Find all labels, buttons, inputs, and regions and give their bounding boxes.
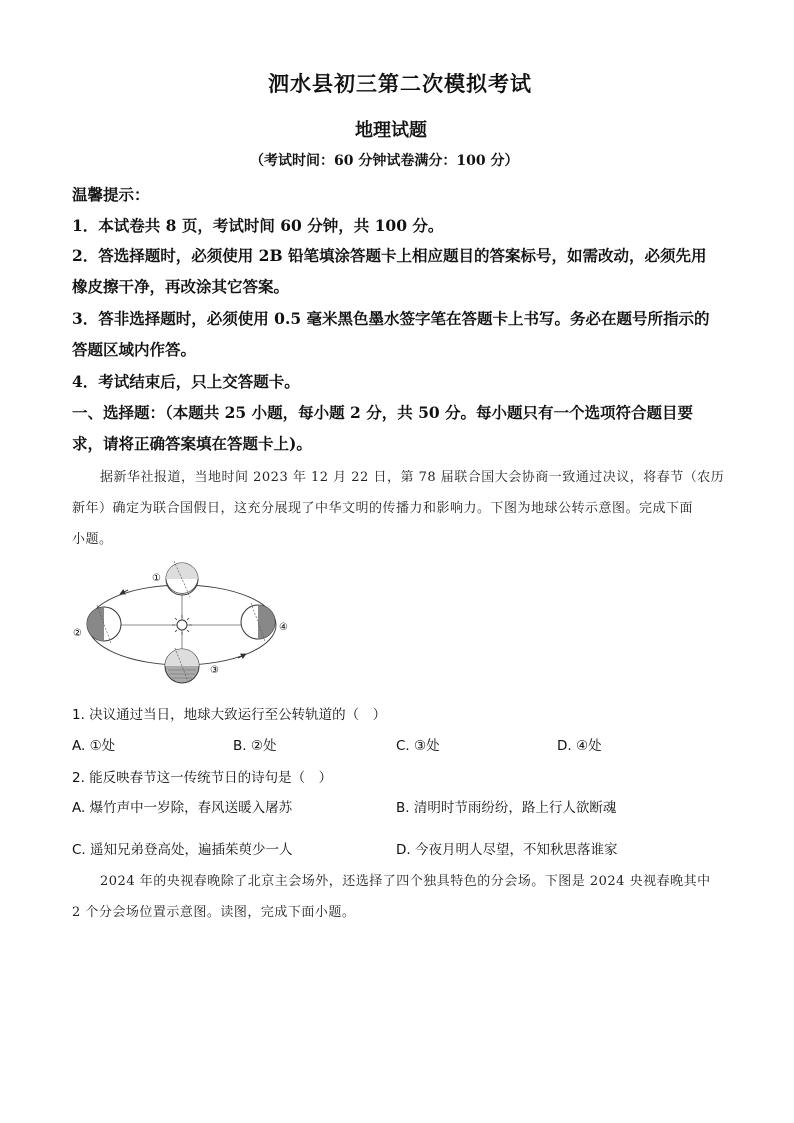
- label-4: ④: [279, 622, 288, 633]
- earth-position-4: [241, 603, 275, 641]
- tip-line: 2．答选择题时，必须使用 2B 铅笔填涂答题卡上相应题目的答案标号，如需改动，必须先用: [72, 246, 707, 265]
- tip-line: 4．考试结束后，只上交答题卡。: [72, 372, 300, 391]
- passage-text: 小题。: [72, 532, 113, 547]
- passage-text: 新年）确定为联合国假日，这充分展现了中华文明的传播力和影响力。下图为地球公转示意图。完成下面: [72, 501, 694, 516]
- section-heading-cont: 求，请将正确答案填在答题卡上)。: [72, 434, 312, 453]
- q1-option-a[interactable]: A. ①处: [72, 738, 116, 754]
- tip-line: 答题区域内作答。: [72, 340, 197, 359]
- q2-option-b[interactable]: B. 清明时节雨纷纷，路上行人欲断魂: [396, 800, 617, 816]
- section-heading: 一、选择题：（本题共 25 小题，每小题 2 分，共 50 分。每小题只有一个选项符合题目要: [72, 403, 694, 422]
- tip-line: 1．本试卷共 8 页，考试时间 60 分钟，共 100 分。: [72, 216, 444, 235]
- sun-icon: [172, 615, 192, 635]
- q2-option-a[interactable]: A. 爆竹声中一岁除，春风送暖入屠苏: [72, 800, 293, 816]
- q1-option-d[interactable]: D. ④处: [557, 738, 602, 754]
- q2-option-d[interactable]: D. 今夜月明人尽望，不知秋思落谁家: [396, 842, 618, 858]
- question-1-stem: 1. 决议通过当日，地球大致运行至公转轨道的（ ）: [72, 707, 387, 723]
- tip-line: 3．答非选择题时，必须使用 0.5 毫米黑色墨水签字笔在答题卡上书写。务必在题号所指示的: [72, 309, 710, 328]
- q2-option-c[interactable]: C. 遥知兄弟登高处，遍插茱萸少一人: [72, 842, 293, 858]
- earth-revolution-diagram: [68, 552, 308, 692]
- q1-option-c[interactable]: C. ③处: [396, 738, 440, 754]
- question-2-stem: 2. 能反映春节这一传统节日的诗句是（ ）: [72, 770, 333, 786]
- label-1: ①: [152, 573, 161, 584]
- label-3: ③: [210, 665, 219, 676]
- tip-line: 橡皮擦干净，再改涂其它答案。: [72, 277, 290, 296]
- passage-text: 2024 年的央视春晚除了北京主会场外，还选择了四个独具特色的分会场。下图是 2024 央视春晚其中: [100, 874, 711, 889]
- passage-text: 2 个分会场位置示意图。读图，完成下面小题。: [72, 905, 356, 920]
- label-2: ②: [73, 628, 82, 639]
- earth-position-1: [166, 561, 198, 597]
- earth-position-3: [165, 648, 199, 684]
- subject-title: 地理试题: [355, 120, 427, 141]
- page-title: 泗水县初三第二次模拟考试: [268, 71, 532, 96]
- passage-text: 据新华社报道，当地时间 2023 年 12 月 22 日，第 78 届联合国大会协商一致通过决议，将春节（农历: [100, 470, 725, 485]
- tips-heading: 温馨提示：: [72, 185, 150, 204]
- q1-option-b[interactable]: B. ②处: [233, 738, 277, 754]
- exam-info: （考试时间：60 分钟试卷满分：100 分）: [250, 153, 519, 169]
